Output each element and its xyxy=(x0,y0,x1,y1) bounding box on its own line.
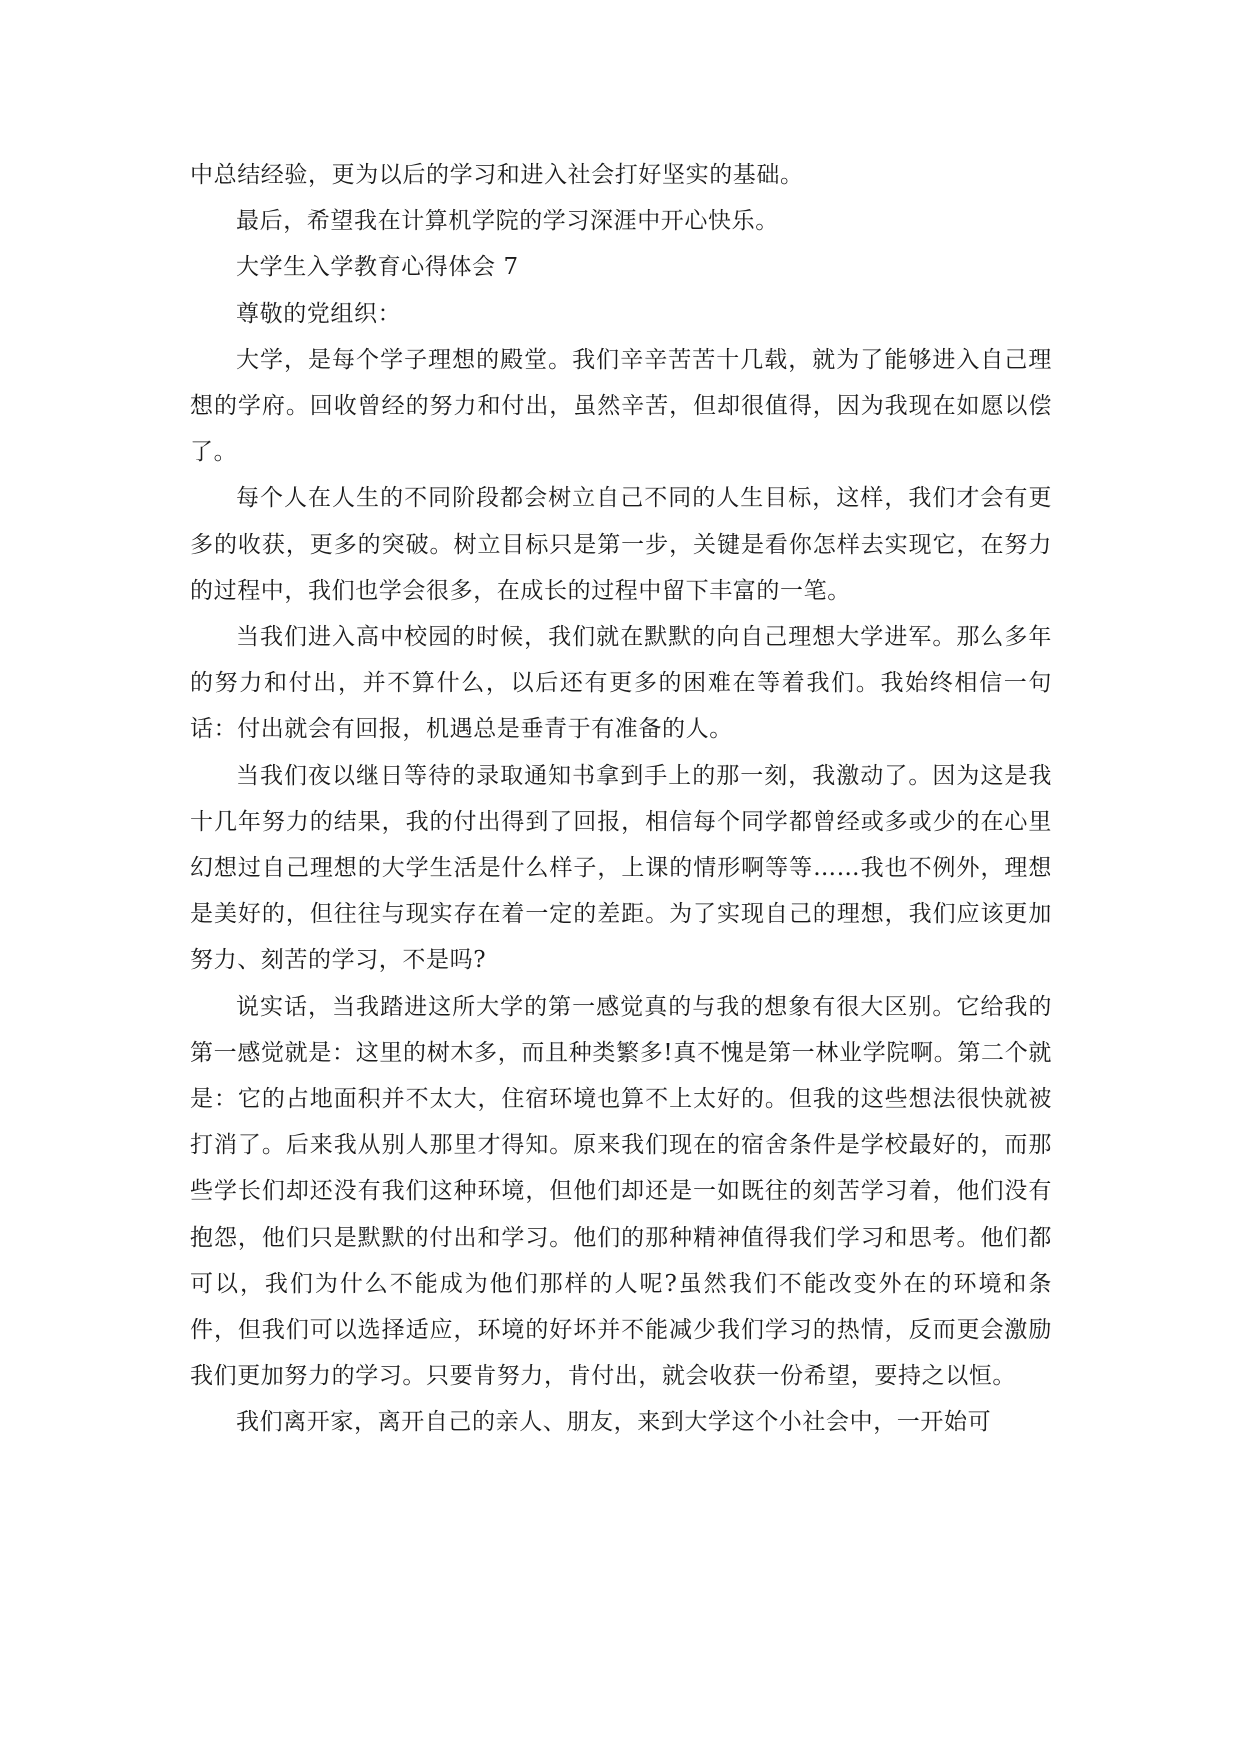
paragraph-closing-wish: 最后，希望我在计算机学院的学习深涯中开心快乐。 xyxy=(236,208,779,235)
paragraph: 说实话，当我踏进这所大学的第一感觉真的与我的想象有很大区别。它给我的第一感觉就是：这里的树木多，而且种类繁多!真不愧是第一林业学院啊。第二个就是：它的占地面积并不太大，住宿环境也算不上太好的。但我的这些想法很快就被打消了。后来我从别人那里才得知。原来我们现在的宿舍条件是学校最好的，而那些学长们却还没有我们这种环境，但他们却还是一如既往的刻苦学习着，他们没有抱怨，他们只是默默的付出和学习。他们的那种精神值得我们学习和思考。他们都可以，我们为什么不能成为他们那样的人呢?虽然我们不能改变外在的环境和条件，但我们可以选择适应，环境的好坏并不能减少我们学习的热情，反而更会激励我们更加努力的学习。只要肯努力，肯付出，就会收获一份希望，要持之以恒。 xyxy=(190,993,1052,1390)
section-heading: 大学生入学教育心得体会 7 xyxy=(236,254,519,281)
salutation: 尊敬的党组织： xyxy=(236,300,402,327)
paragraph-truncated: 我们离开家，离开自己的亲人、朋友，来到大学这个小社会中，一开始可 xyxy=(236,1409,992,1436)
paragraph: 当我们进入高中校园的时候，我们就在默默的向自己理想大学进军。那么多年的努力和付出，并不算什么，以后还有更多的困难在等着我们。我始终相信一句话：付出就会有回报，机遇总是垂青于有准备的人。 xyxy=(190,624,1052,743)
paragraph: 当我们夜以继日等待的录取通知书拿到手上的那一刻，我激动了。因为这是我十几年努力的结果，我的付出得到了回报，相信每个同学都曾经或多或少的在心里幻想过自己理想的大学生活是什么样子，上课的情形啊等等……我也不例外，理想是美好的，但往往与现实存在着一定的差距。为了实现自己的理想，我们应该更加努力、刻苦的学习，不是吗? xyxy=(190,762,1052,974)
paragraph: 大学，是每个学子理想的殿堂。我们辛辛苦苦十几载，就为了能够进入自己理想的学府。回收曾经的努力和付出，虽然辛苦，但却很值得，因为我现在如愿以偿了。 xyxy=(190,346,1052,466)
paragraph: 每个人在人生的不同阶段都会树立自己不同的人生目标，这样，我们才会有更多的收获，更多的突破。树立目标只是第一步，关键是看你怎样去实现它，在努力的过程中，我们也学会很多，在成长的过程中留下丰富的一笔。 xyxy=(190,485,1052,604)
paragraph-continuation: 中总结经验，更为以后的学习和进入社会打好坚实的基础。 xyxy=(190,162,804,188)
document-body xyxy=(190,152,1052,1446)
